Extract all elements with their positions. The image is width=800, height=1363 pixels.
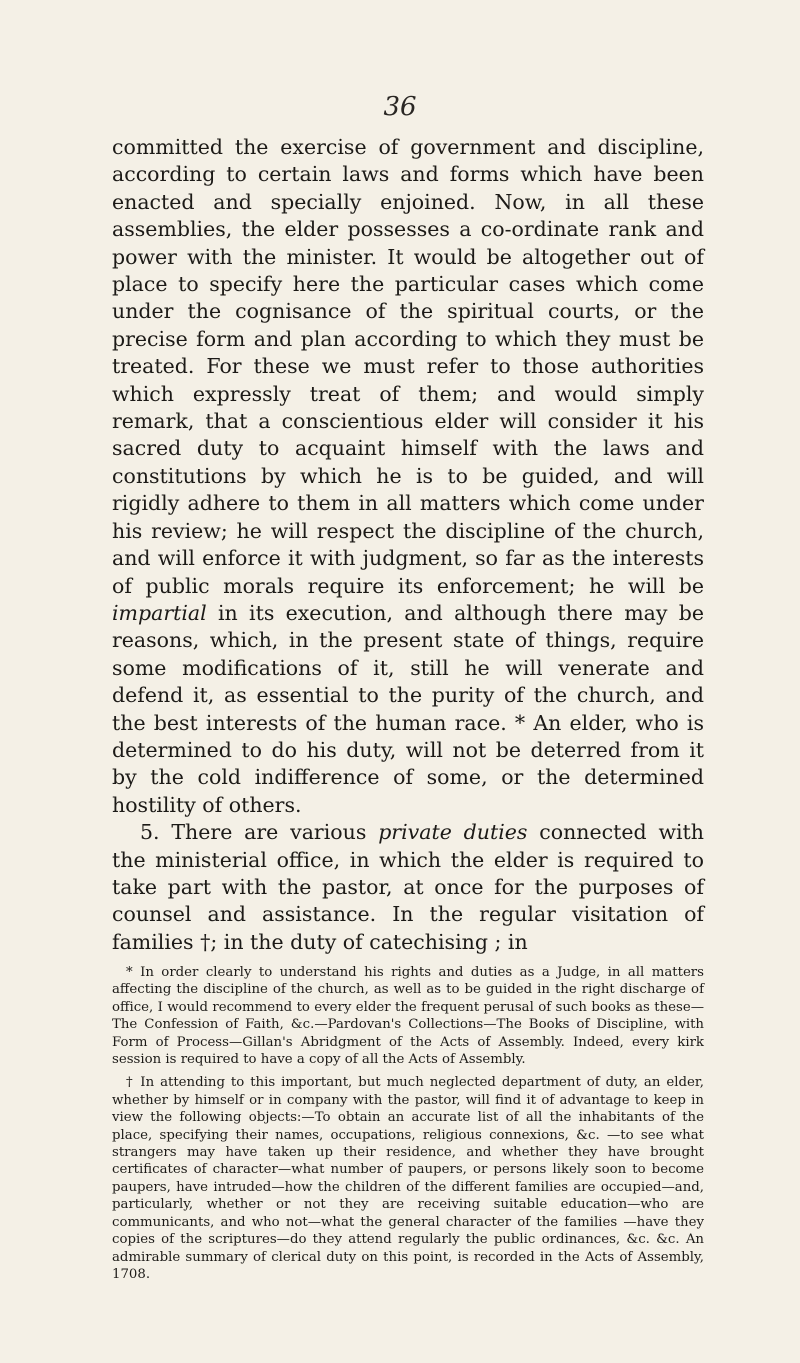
footnote-2: † In attending to this important, but much neglected department of duty, an elder, whether by himself or in company with the pastor, will find it of advantage to keep in view the following objects:—To obtain an accurate list of all the inhabitants of the place, specifying their names, occupations, religious connexions, &c. —to see what strangers may have taken up their residence, and whether they have brought certificates of character—what number of paupers, or persons likely soon to become paupers, have intruded—how the children of the different families are occupied—and, particularly, whether or not they are receiving suitable education—who are communicants, and who not—what the general character of the families —have they copies of the scriptures—do they attend regularly the public ordinances, &c. &c. An admirable summary of clerical duty on this point, is recorded in the Acts of Assembly, 1708. — [112, 1075, 704, 1282]
emphasis-private-duties: private duties — [378, 820, 528, 845]
main-text — [112, 134, 704, 956]
paragraph-1 — [112, 134, 704, 819]
footnote-1: * In order clearly to understand his rights and duties as a Judge, in all matters affecting the discipline of the church, as well as to be guided in the right discharge of office, I would recommend to every elder the frequent perusal of such books as these—The Confession of Faith, &c.—Pardovan's Collections—The Books of Discipline, with Form of Process—Gillan's Abridgment of the Acts of Assembly. Indeed, every kirk session is required to have a copy of all the Acts of Assembly. — [112, 965, 704, 1068]
emphasis-impartial: impartial — [112, 600, 207, 625]
paragraph-1-text-b: in its execution, and although there may be reasons, which, in the present state of things, require some modifications of it, still he will venerate and defend it, as essential to the purity of the church, and the best interests of the human race. * An elder, who is determined to do his duty, will not be deterred from it by the cold indifference of some, or the determined hostility of others. — [112, 600, 704, 817]
page-number: 36 — [383, 92, 417, 122]
paragraph-2-text-a: 5. There are various — [140, 820, 379, 845]
paragraph-2-text-b: connected with the ministerial office, in which the elder is required to take part with the pastor, at once for the purposes of counsel and assistance. In the regular visitation of families †; in the duty of catechising ; in — [112, 820, 704, 954]
footnotes — [112, 964, 704, 1289]
paragraph-1-text-a: committed the exercise of government and discipline, according to certain laws and forms which have been enacted and specially enjoined. Now, in all these assemblies, the elder possesses a co-ordinate rank and power with the minister. It would be altogether out of place to specify here the particular cases which come under the cognisance of the spiritual courts, or the precise form and plan according to which they must be treated. For these we must refer to those authorities which expressly treat of them; and would simply remark, that a conscientious elder will consider it his sacred duty to acquaint himself with the laws and constitutions by which he is to be guided, and will rigidly adhere to them in all matters which come under his review; he will respect the discipline of the church, and will enforce it with judgment, so far as the interests of public morals require its enforcement; he will be — [112, 135, 704, 598]
paragraph-2 — [112, 819, 704, 956]
